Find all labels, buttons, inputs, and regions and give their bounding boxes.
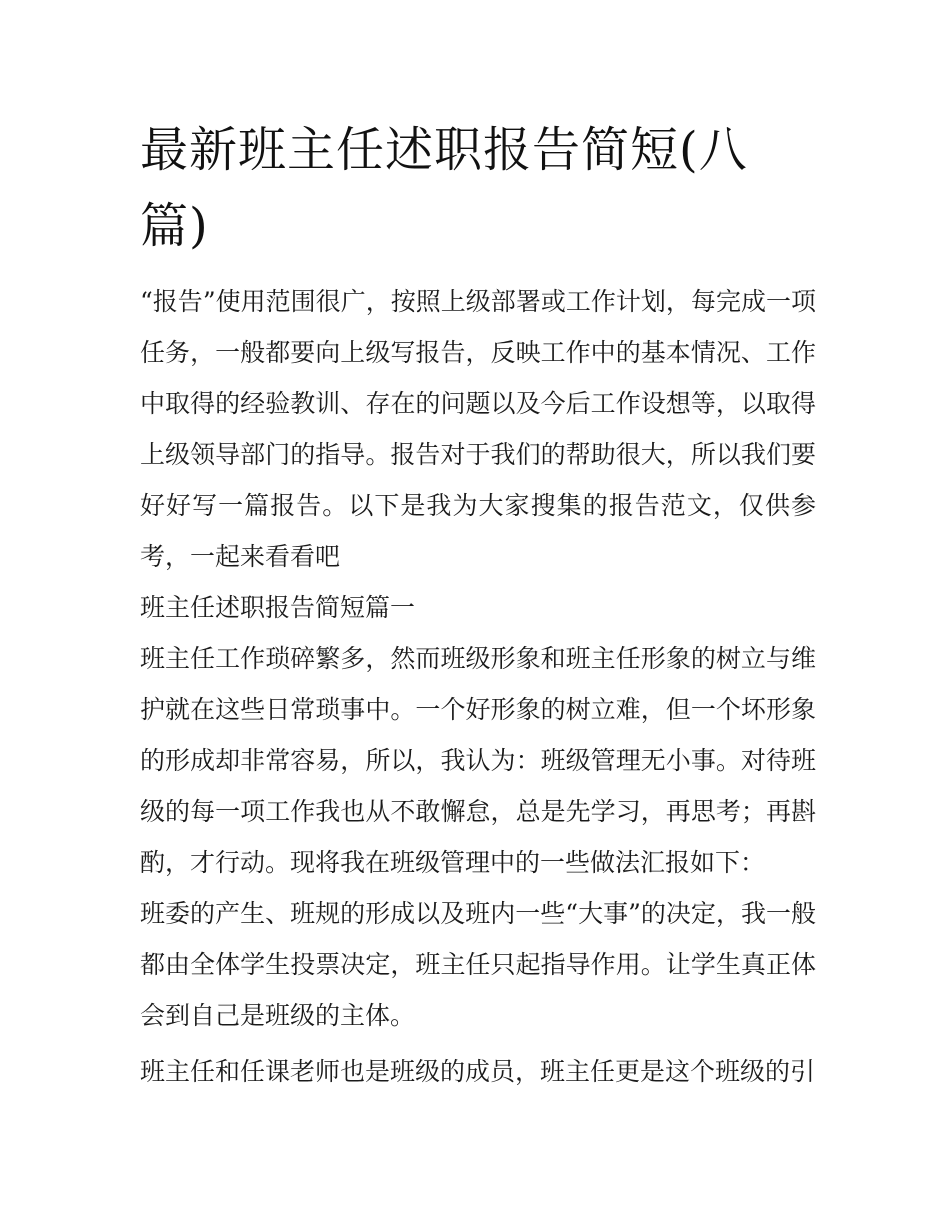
section-heading: 班主任述职报告简短篇一: [140, 593, 416, 622]
body-paragraph-2: 班委的产生、班规的形成以及班内一些“大事”的决定，我一般都由全体学生投票决定，班主任只起指导作用。让学生真正体会到自己是班级的主体。: [140, 899, 816, 1030]
body-paragraph-1: 班主任工作琐碎繁多，然而班级形象和班主任形象的树立与维护就在这些日常琐事中。一个好形象的树立难，但一个坏形象的形成却非常容易，所以，我认为：班级管理无小事。对待班级的每一项工作我也从不敢懈怠，总是先学习，再思考；再斟酌，才行动。现将我在班级管理中的一些做法汇报如下：: [140, 644, 816, 877]
document-body: [140, 276, 816, 1097]
body-paragraph-3: 班主任和任课老师也是班级的成员，班主任更是这个班级的引: [140, 1057, 816, 1086]
document-title: 最新班主任述职报告简短(八篇): [140, 122, 748, 254]
intro-paragraph: “报告”使用范围很广，按照上级部署或工作计划，每完成一项任务，一般都要向上级写报告，反映工作中的基本情况、工作中取得的经验教训、存在的问题以及今后工作设想等，以取得上级领导部门的指导。报告对于我们的帮助很大，所以我们要好好写一篇报告。以下是我为大家搜集的报告范文，仅供参考，一起来看看吧: [140, 287, 816, 571]
